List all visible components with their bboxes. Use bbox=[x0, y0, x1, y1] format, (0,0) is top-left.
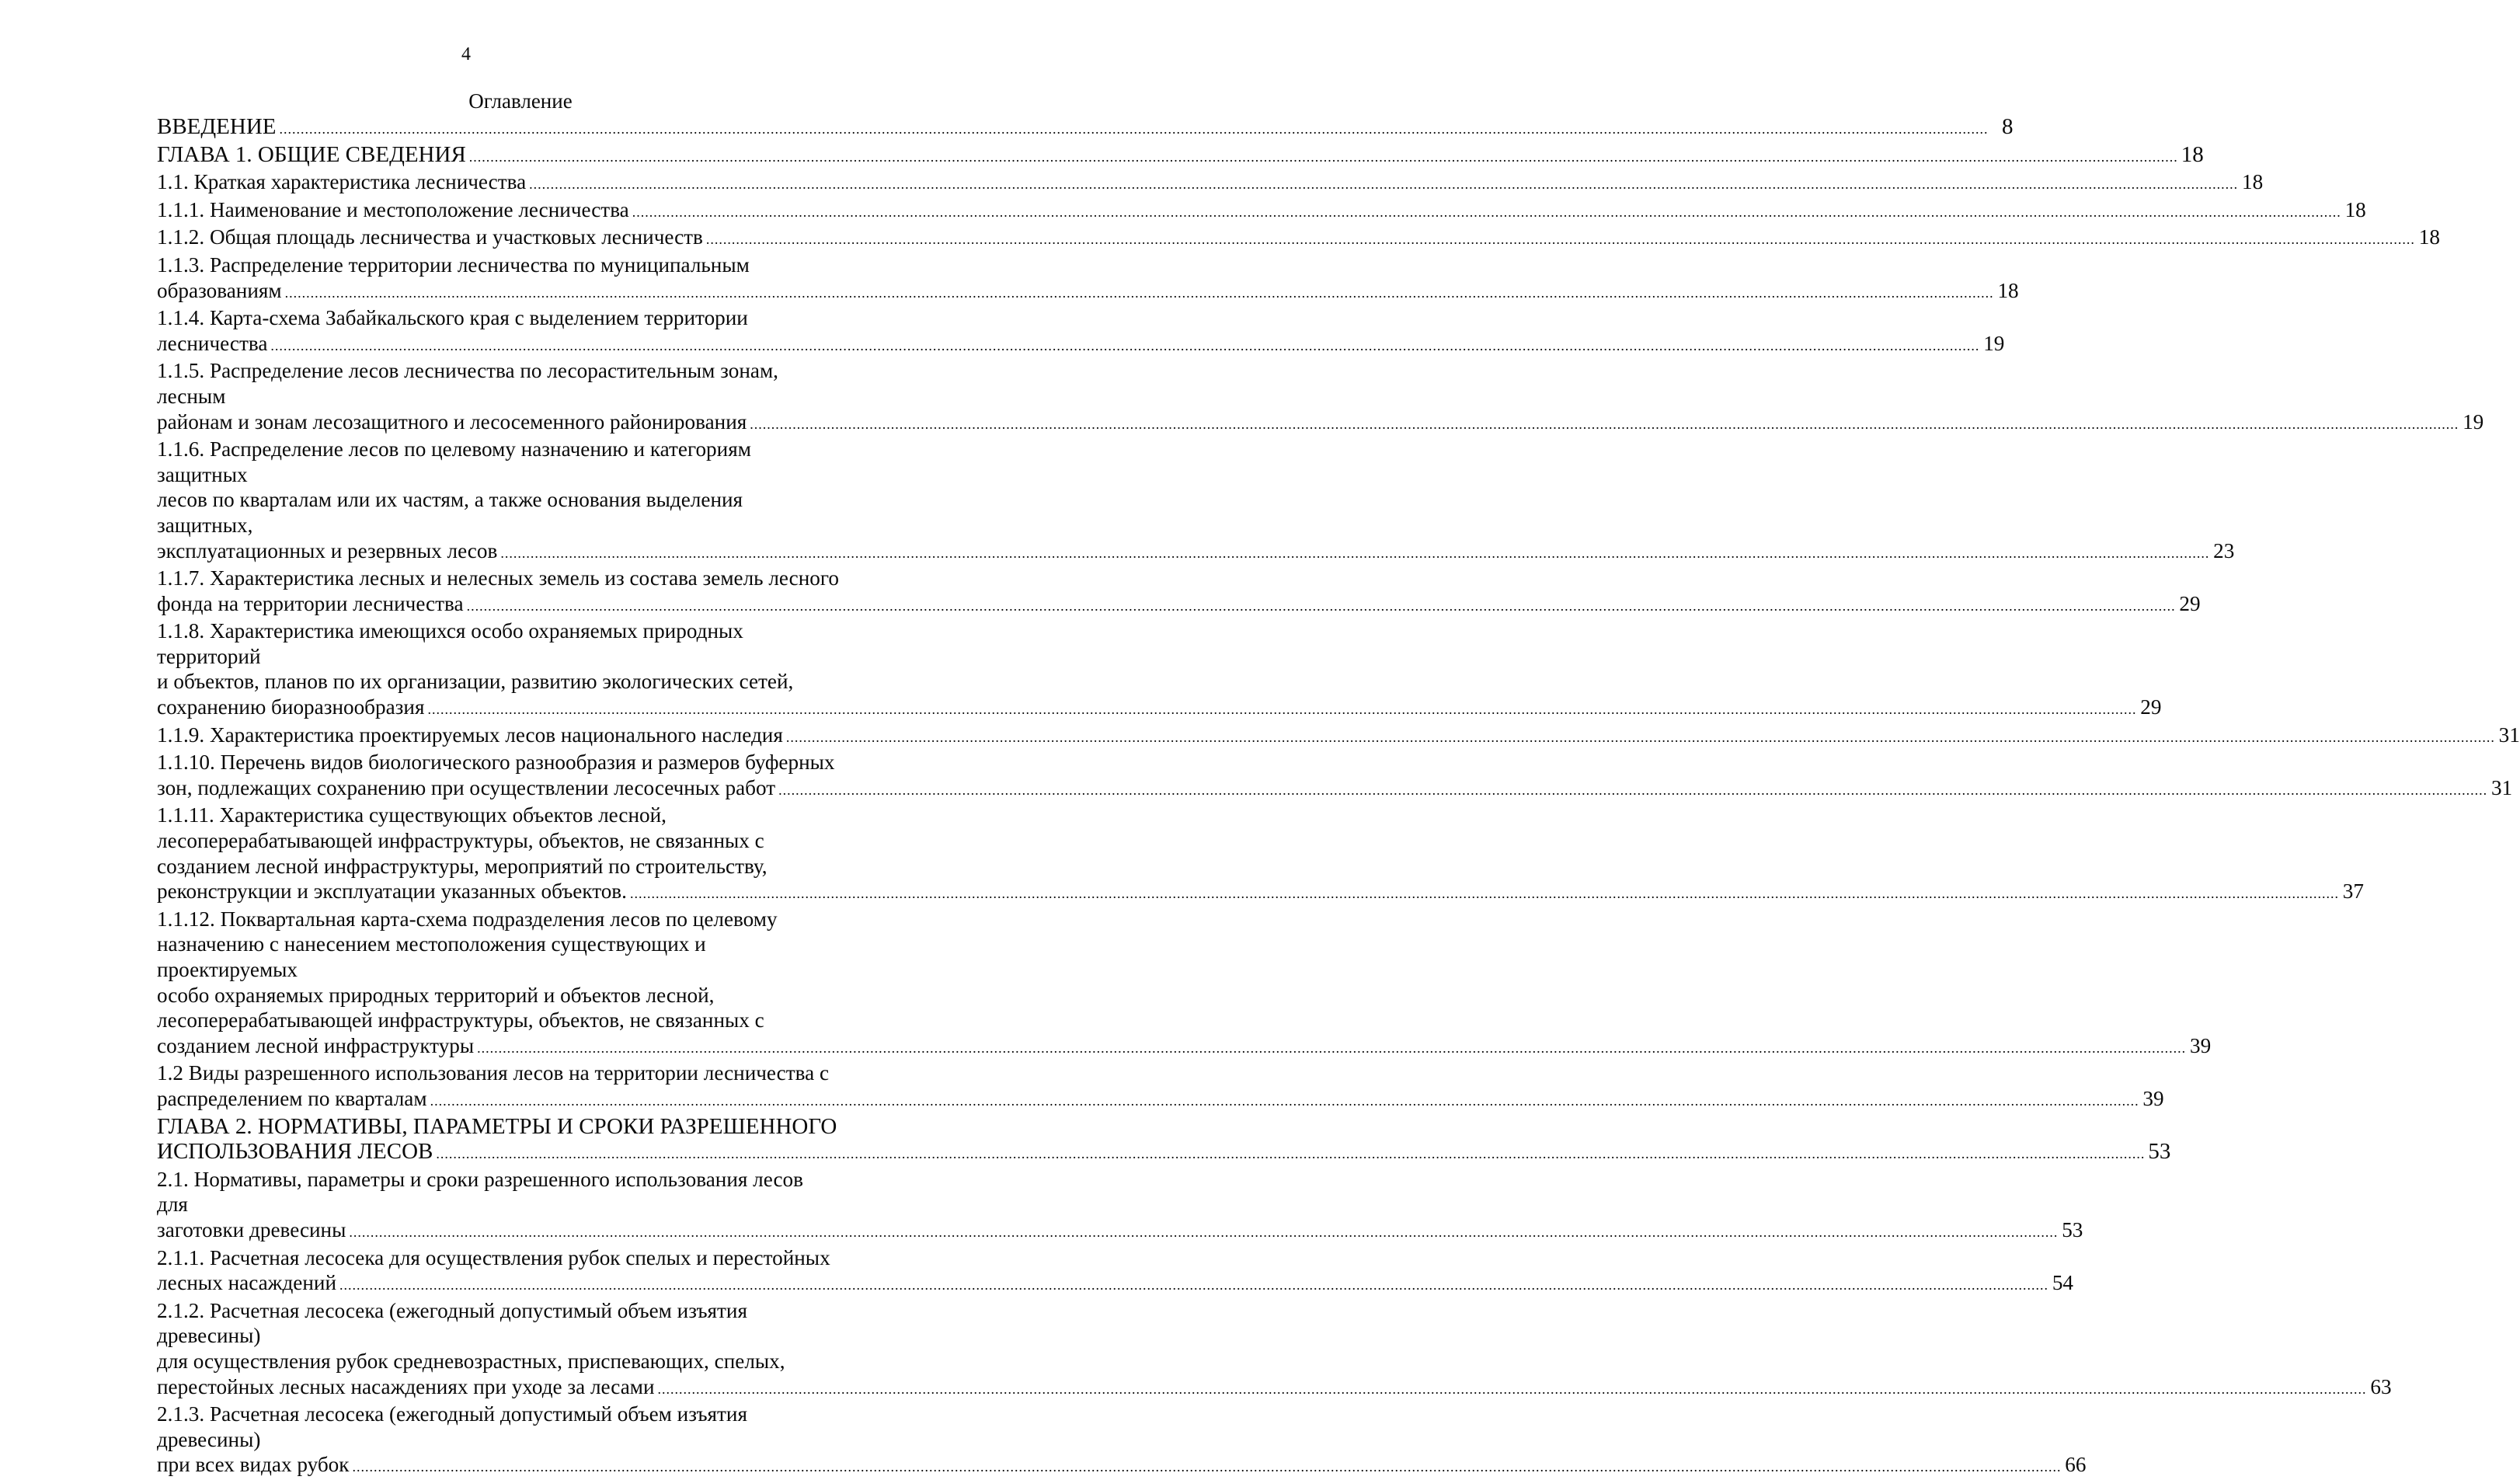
toc-entry[interactable] bbox=[157, 169, 2264, 197]
dot-leader: ................................................................................................................................................................................................................................................................................................................................................................................................................ bbox=[629, 886, 2339, 902]
toc-entry-line: 1.2 Виды разрешенного использования лесов на территории лесничества с bbox=[157, 1061, 830, 1085]
toc-entry[interactable] bbox=[157, 1113, 2171, 1167]
toc-entry-line: лесоперерабатывающей инфраструктуры, объектов, не связанных с bbox=[157, 1008, 764, 1033]
toc-entry-title: распределением по кварталам bbox=[157, 1086, 427, 1110]
toc-entry-last-line bbox=[157, 169, 2264, 197]
toc-entry-last-line bbox=[157, 278, 2019, 306]
toc-entry-line: лесоперерабатывающей инфраструктуры, объектов, не связанных с bbox=[157, 829, 764, 853]
toc-entry[interactable] bbox=[157, 1060, 2164, 1113]
toc-entry[interactable] bbox=[157, 1245, 2074, 1298]
toc-page-number: 63 bbox=[2370, 1374, 2392, 1398]
toc-entry[interactable] bbox=[157, 566, 2201, 618]
toc-entry-title: созданием лесной инфраструктуры bbox=[157, 1033, 475, 1057]
toc-entry-line: ГЛАВА 2. НОРМАТИВЫ, ПАРАМЕТРЫ И СРОКИ РАЗРЕШЕННОГО bbox=[157, 1113, 837, 1139]
toc-entry-title: перестойных лесных насаждениях при уходе за лесами bbox=[157, 1374, 655, 1398]
toc-entry-line: особо охраняемых природных территорий и объектов лесной, bbox=[157, 983, 715, 1007]
toc-entry[interactable] bbox=[157, 141, 2204, 170]
toc-entry[interactable] bbox=[157, 618, 2162, 722]
dot-leader: ................................................................................................................................................................................................................................................................................................................................................................................................................ bbox=[500, 545, 2210, 561]
toc-entry-title: при всех видах рубок bbox=[157, 1453, 350, 1477]
toc-page-number: 19 bbox=[1983, 331, 2005, 355]
table-of-contents bbox=[157, 114, 2520, 1480]
toc-entry-title: ИСПОЛЬЗОВАНИЯ ЛЕСОВ bbox=[157, 1139, 433, 1165]
toc-entry-title: фонда на территории лесничества bbox=[157, 591, 464, 615]
toc-entry-title: 1.1.9. Характеристика проектируемых лесов национального наследия bbox=[157, 723, 783, 747]
toc-entry-title: 1.1.2. Общая площадь лесничества и участковых лесничеств bbox=[157, 225, 703, 249]
toc-entry-title: лесничества bbox=[157, 331, 268, 355]
toc-entry-line: созданием лесной инфраструктуры, мероприятий по строительству, bbox=[157, 854, 767, 878]
toc-page-number: 54 bbox=[2052, 1271, 2074, 1295]
dot-leader: ................................................................................................................................................................................................................................................................................................................................................................................................................ bbox=[430, 1092, 2139, 1109]
toc-entry-last-line bbox=[157, 1452, 2087, 1480]
toc-entry-last-line bbox=[157, 538, 2235, 566]
dot-leader: ................................................................................................................................................................................................................................................................................................................................................................................................................ bbox=[284, 284, 1994, 301]
toc-entry-title: зон, подлежащих сохранению при осуществлении лесосечных работ bbox=[157, 775, 776, 799]
dot-leader: ................................................................................................................................................................................................................................................................................................................................................................................................................ bbox=[270, 337, 1980, 353]
dot-leader: ................................................................................................................................................................................................................................................................................................................................................................................................................ bbox=[477, 1039, 2187, 1056]
toc-title: Оглавление bbox=[468, 89, 573, 113]
toc-entry[interactable] bbox=[157, 750, 2513, 803]
toc-entry-title: ГЛАВА 1. ОБЩИЕ СВЕДЕНИЯ bbox=[157, 141, 466, 167]
toc-page-number: 29 bbox=[2179, 591, 2201, 615]
dot-leader: ................................................................................................................................................................................................................................................................................................................................................................................................................ bbox=[349, 1224, 2059, 1240]
toc-entry-line: 1.1.10. Перечень видов биологического разнообразия и размеров буферных bbox=[157, 750, 835, 775]
toc-page-number: 18 bbox=[1997, 278, 2019, 302]
toc-page-number: 39 bbox=[2142, 1086, 2164, 1110]
toc-entry[interactable] bbox=[157, 907, 2212, 1061]
toc-entry-last-line bbox=[157, 879, 2364, 907]
toc-entry-last-line bbox=[157, 1217, 2083, 1245]
toc-entry[interactable] bbox=[157, 358, 2484, 437]
toc-entry-last-line bbox=[157, 695, 2162, 723]
toc-entry[interactable] bbox=[157, 197, 2366, 225]
toc-entry-line: 2.1.2. Расчетная лесосека (ежегодный допустимый объем изъятия древесины) bbox=[157, 1298, 747, 1348]
dot-leader: ................................................................................................................................................................................................................................................................................................................................................................................................................ bbox=[778, 782, 2488, 798]
toc-page-number: 18 bbox=[2241, 170, 2264, 194]
dot-leader: ................................................................................................................................................................................................................................................................................................................................................................................................................ bbox=[785, 729, 2495, 745]
toc-page-number: 53 bbox=[2062, 1217, 2083, 1241]
dot-leader: ................................................................................................................................................................................................................................................................................................................................................................................................................ bbox=[436, 1146, 2146, 1162]
toc-entry-last-line bbox=[157, 591, 2201, 619]
dot-leader: ................................................................................................................................................................................................................................................................................................................................................................................................................ bbox=[657, 1381, 2367, 1397]
dot-leader: ................................................................................................................................................................................................................................................................................................................................................................................................................ bbox=[352, 1459, 2062, 1475]
toc-page-number: 53 bbox=[2148, 1139, 2171, 1165]
toc-entry-last-line bbox=[157, 114, 2014, 142]
toc-page-number: 31 bbox=[2490, 775, 2513, 799]
toc-entry-title: 1.1.1. Наименование и местоположение лесничества bbox=[157, 197, 629, 221]
toc-entry-line: 1.1.12. Поквартальная карта-схема подразделения лесов по целевому bbox=[157, 907, 778, 931]
page-number: 4 bbox=[461, 44, 471, 64]
toc-page-number: 18 bbox=[2418, 225, 2440, 249]
toc-page-number: 37 bbox=[2342, 879, 2364, 904]
toc-entry-last-line bbox=[157, 1086, 2164, 1114]
toc-page-number: 39 bbox=[2189, 1033, 2212, 1057]
dot-leader: ................................................................................................................................................................................................................................................................................................................................................................................................................ bbox=[339, 1277, 2049, 1294]
toc-entry-line: 1.1.6. Распределение лесов по целевому назначению и категориям защитных bbox=[157, 437, 751, 486]
toc-entry-line: 2.1.3. Расчетная лесосека (ежегодный допустимый объем изъятия древесины) bbox=[157, 1402, 747, 1451]
toc-entry-last-line bbox=[157, 1270, 2074, 1298]
toc-page-number: 8 bbox=[2002, 114, 2014, 139]
toc-entry[interactable] bbox=[157, 1402, 2087, 1480]
toc-entry-line: назначению с нанесением местоположения существующих и проектируемых bbox=[157, 932, 706, 981]
toc-entry-line: лесов по кварталам или их частям, а также основания выделения защитных, bbox=[157, 488, 743, 537]
toc-entry-last-line bbox=[157, 331, 2005, 359]
toc-entry-line: 1.1.5. Распределение лесов лесничества по лесорастительным зонам, лесным bbox=[157, 359, 778, 408]
toc-page-number: 29 bbox=[2140, 695, 2162, 719]
toc-page-number: 66 bbox=[2065, 1453, 2087, 1477]
dot-leader: ................................................................................................................................................................................................................................................................................................................................................................................................................ bbox=[468, 148, 2178, 165]
toc-entry[interactable] bbox=[157, 114, 2014, 142]
toc-entry-title: сохранению биоразнообразия bbox=[157, 695, 425, 719]
toc-entry[interactable] bbox=[157, 1167, 2083, 1245]
toc-entry-title: реконструкции и эксплуатации указанных объектов. bbox=[157, 879, 627, 904]
toc-entry-line: 1.1.8. Характеристика имеющихся особо охраняемых природных территорий bbox=[157, 619, 743, 668]
toc-entry-line: и объектов, планов по их организации, развитию экологических сетей, bbox=[157, 670, 794, 694]
toc-entry-title: районам и зонам лесозащитного и лесосеменного районирования bbox=[157, 409, 747, 434]
toc-entry-last-line bbox=[157, 141, 2204, 170]
toc-entry-line: для осуществления рубок средневозрастных, приспевающих, спелых, bbox=[157, 1349, 785, 1373]
toc-entry-last-line bbox=[157, 1374, 2392, 1402]
toc-entry-title: заготовки древесины bbox=[157, 1217, 346, 1241]
toc-entry-title: ВВЕДЕНИЕ bbox=[157, 114, 277, 139]
toc-entry-line: 2.1.1. Расчетная лесосека для осуществления рубок спелых и перестойных bbox=[157, 1245, 830, 1269]
toc-entry-line: 1.1.7. Характеристика лесных и нелесных земель из состава земель лесного bbox=[157, 566, 839, 590]
dot-leader: ................................................................................................................................................................................................................................................................................................................................................................................................................ bbox=[466, 597, 2176, 614]
toc-entry-last-line bbox=[157, 723, 2520, 750]
toc-entry-last-line bbox=[157, 197, 2366, 225]
toc-entry-title: эксплуатационных и резервных лесов bbox=[157, 538, 498, 562]
toc-entry[interactable] bbox=[157, 723, 2520, 750]
toc-page-number: 18 bbox=[2344, 197, 2366, 221]
dot-leader: ................................................................................................................................................................................................................................................................................................................................................................................................................ bbox=[705, 232, 2415, 248]
toc-entry[interactable] bbox=[157, 437, 2235, 566]
toc-entry-title: 1.1. Краткая характеристика лесничества bbox=[157, 170, 527, 194]
toc-entry-title: образованиям bbox=[157, 278, 282, 302]
toc-entry[interactable] bbox=[157, 252, 2019, 305]
toc-entry-last-line bbox=[157, 1139, 2171, 1167]
toc-page-number: 18 bbox=[2181, 141, 2204, 167]
dot-leader: ................................................................................................................................................................................................................................................................................................................................................................................................................ bbox=[279, 121, 1989, 137]
toc-entry-title: лесных насаждений bbox=[157, 1271, 337, 1295]
toc-entry-line: 1.1.4. Карта-схема Забайкальского края с выделением территории bbox=[157, 306, 748, 330]
dot-leader: ................................................................................................................................................................................................................................................................................................................................................................................................................ bbox=[529, 176, 2239, 193]
toc-page-number: 23 bbox=[2213, 538, 2235, 562]
toc-entry-last-line bbox=[157, 225, 2440, 252]
toc-entry-line: 1.1.11. Характеристика существующих объектов лесной, bbox=[157, 803, 667, 827]
toc-entry-line: 2.1. Нормативы, параметры и сроки разрешенного использования лесов для bbox=[157, 1167, 803, 1217]
toc-entry-last-line bbox=[157, 1033, 2212, 1061]
toc-entry-last-line bbox=[157, 409, 2484, 437]
toc-entry[interactable] bbox=[157, 305, 2005, 358]
dot-leader: ................................................................................................................................................................................................................................................................................................................................................................................................................ bbox=[750, 416, 2459, 432]
toc-page-number: 31 bbox=[2498, 723, 2520, 747]
toc-entry[interactable] bbox=[157, 1298, 2392, 1402]
toc-page-number: 19 bbox=[2463, 409, 2484, 434]
toc-entry[interactable] bbox=[157, 803, 2364, 906]
dot-leader: ................................................................................................................................................................................................................................................................................................................................................................................................................ bbox=[427, 702, 2137, 718]
toc-entry-line: 1.1.3. Распределение территории лесничества по муниципальным bbox=[157, 252, 750, 277]
dot-leader: ................................................................................................................................................................................................................................................................................................................................................................................................................ bbox=[632, 204, 2341, 220]
toc-entry[interactable] bbox=[157, 225, 2440, 252]
toc-entry-last-line bbox=[157, 775, 2513, 803]
